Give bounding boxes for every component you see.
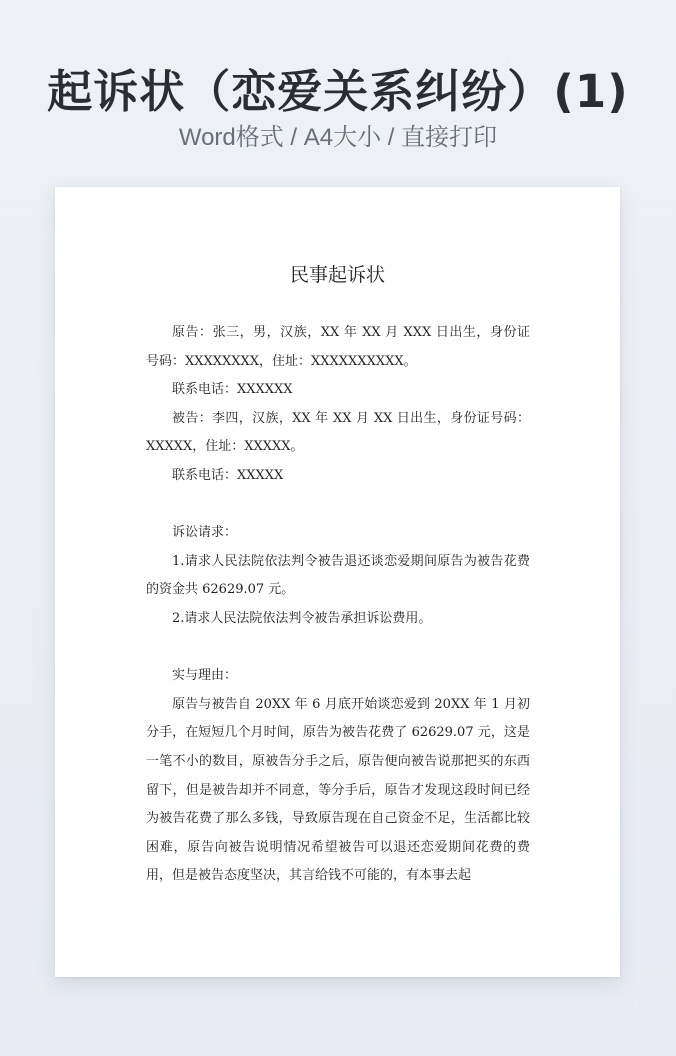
document-title: 民事起诉状 — [289, 264, 385, 286]
page-subtitle: Word格式 / A4大小 / 直接打印 — [178, 124, 498, 151]
page-title: 起诉状（恋爱关系纠纷）(1) — [47, 65, 629, 118]
claim-item-2: 2.请求人民法院依法判令被告承担诉讼费用。 — [172, 610, 432, 626]
claims-heading: 诉讼请求： — [172, 525, 238, 541]
claim-item-1: 1.请求人民法院依法判令被告退还谈恋爱期间原告为被告花费的资金共 62629.07 元。 — [146, 553, 530, 598]
defendant-phone: 联系电话：XXXXX — [172, 467, 284, 483]
facts-heading: 实与理由： — [172, 668, 238, 684]
plaintiff-info: 原告：张三，男，汉族，XX 年 XX 月 XXX 日出生，身份证号码：XXXXXXXX，住址：XXXXXXXXXX。 — [146, 325, 530, 369]
document-preview — [55, 187, 620, 977]
document-body — [146, 319, 530, 891]
facts-paragraph: 原告与被告自 20XX 年 6 月底开始谈恋爱到 20XX 年 1 月初分手，在短短几个月时间，原告为被告花费了 62629.07 元，这是一笔不小的数目，原被告分手之后，原告便向被告说那把买的东西留下，但是被告却并不同意，等分手后，原告才发现这段时间已经为被告花费了那么多钱，导致原告现在自己资金不足，生活都比较困难，原告向被告说明情况希望被告可以退还恋爱期间花费的费用，但是被告态度坚决，其言给钱不可能的，有本事去起 — [146, 696, 530, 884]
defendant-info: 被告：李四，汉族，XX 年 XX 月 XX 日出生，身份证号码：XXXXX，住址：XXXXX。 — [146, 410, 530, 455]
plaintiff-phone: 联系电话：XXXXXX — [172, 382, 293, 398]
